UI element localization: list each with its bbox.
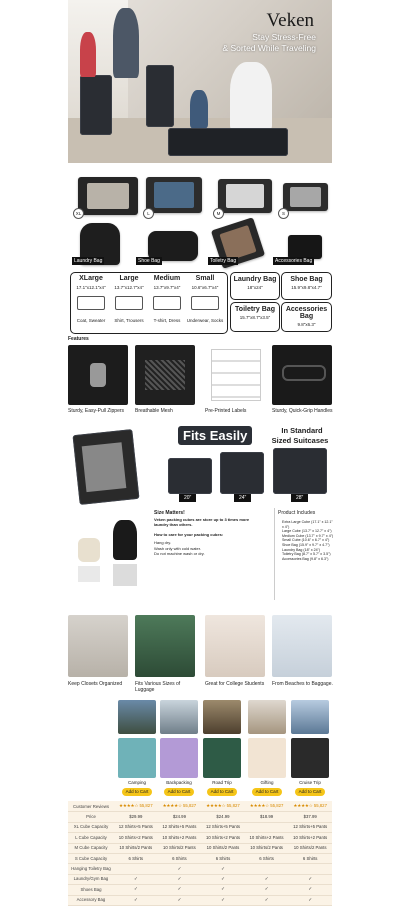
include-item: Medium Cube (13.7" x 9.7" x 4")	[282, 533, 334, 538]
table-cell: ✓	[308, 896, 312, 902]
size-badge-xl: XL	[73, 208, 84, 219]
adult-figure	[113, 8, 139, 78]
feature-caption: Breathable Mesh	[135, 408, 173, 414]
bag-dim: 18"x24"	[247, 285, 263, 290]
fits-title: Fits Easily	[178, 426, 252, 445]
table-cell: 6 Shirts	[128, 855, 144, 861]
size-name: Large	[119, 275, 139, 282]
suitcase-28	[273, 448, 327, 494]
size-use: Underwear, Socks	[186, 318, 224, 323]
suitcase-center	[146, 65, 174, 127]
table-cell: $24.99	[216, 814, 230, 820]
use-closet-photo	[68, 615, 128, 677]
row-label: M Cube Capacity	[74, 845, 108, 851]
label-laundry: Laundry Bag	[74, 258, 103, 264]
clothes-small	[78, 566, 100, 582]
table-cell: 10 Shirts+2 Pants	[205, 834, 240, 840]
table-cell: 10 Shirts+2 Pants	[293, 834, 328, 840]
size-col-xl	[72, 275, 110, 323]
include-item: Laundry Bag (18" x 24")	[282, 547, 321, 552]
table-cell: 10 Shirts/2 Pants	[119, 845, 153, 851]
column-name: Gifting	[260, 780, 274, 785]
table-cell: 6 Shirts	[172, 855, 187, 861]
feature-caption: Sturdy, Quick-Grip Handles	[272, 408, 333, 414]
backpacking-photo	[160, 700, 198, 734]
socks-icon	[191, 296, 219, 310]
compare-header	[68, 698, 332, 798]
add-to-cart-button[interactable]: Add to Cart	[122, 788, 152, 796]
size-name: Small	[195, 275, 215, 282]
table-cell: 12 Shirts+5 Pants	[162, 824, 197, 830]
table-cell: ✓	[221, 865, 225, 871]
table-cell: 6 Shirts	[302, 855, 318, 861]
divider	[274, 508, 275, 600]
boy-figure	[190, 90, 208, 128]
table-cell: ✓	[264, 886, 269, 892]
row-label: Laundry/Gym Bag	[73, 876, 109, 882]
feature-mesh-photo	[135, 345, 195, 405]
table-cell: 10 Shirts+2 Pants	[118, 834, 153, 840]
use-caption: Great for College Students	[205, 681, 265, 687]
include-item: Shoe Bag (15.9" x 9.7" x 4.7")	[282, 542, 330, 547]
feature-labels-photo	[205, 345, 265, 405]
table-cell: ✓	[177, 865, 182, 871]
use-college-photo	[205, 615, 265, 677]
bag-name: Shoe Bag	[290, 276, 323, 283]
column-name: Backpacking	[166, 780, 192, 785]
suitcase-left	[80, 75, 112, 135]
bag-dim: 9.8"x6.3"	[297, 322, 316, 327]
size-col-l	[110, 275, 148, 323]
table-cell: ✓	[264, 875, 269, 881]
add-to-cart-button[interactable]: Add to Cart	[252, 788, 282, 796]
table-cell: ★★★★☆ 55,827	[293, 803, 327, 809]
size-badge-m: M	[213, 208, 224, 219]
use-caption: Keep Closets Organized	[68, 681, 123, 687]
bag-name: Laundry Bag	[233, 276, 277, 283]
size-col-m	[148, 275, 186, 323]
laundry-size-box	[230, 272, 280, 300]
add-to-cart-button[interactable]: Add to Cart	[207, 788, 237, 796]
accessories-bag	[288, 235, 322, 259]
bag-dim: 15.9"x9.8"x4.7"	[291, 285, 322, 290]
table-cell: ✓	[133, 896, 138, 902]
features-heading: Features	[68, 336, 89, 342]
size-badge-l: L	[143, 208, 154, 219]
table-cell: ★★★★☆ 55,827	[206, 803, 240, 809]
table-cell: $18.99	[260, 814, 274, 820]
table-cell: 12 Shirts+5 Pants	[293, 824, 328, 830]
size-use: Coat, Sweater	[76, 318, 106, 323]
table-cell: 10 Shirts/2 Pants	[293, 845, 327, 851]
small-cube	[283, 183, 328, 211]
row-label: L Cube Capacity	[75, 834, 107, 840]
clothes-large	[113, 564, 137, 586]
column-name: Camping	[127, 780, 146, 785]
size-tag-20: 20"	[179, 494, 196, 502]
large-cube	[146, 177, 202, 213]
size-name: Medium	[153, 275, 181, 282]
dress-icon	[153, 296, 181, 310]
table-cell: 10 Shirts/2 Pants	[206, 845, 240, 851]
table-cell: 10 Shirts/2 Pants	[250, 845, 283, 851]
table-cell: 10 Shirts+2 Pants	[249, 834, 284, 840]
suitcase-open	[73, 429, 140, 505]
label-shoe: Shoe Bag	[138, 258, 160, 264]
backpacking-cubes	[160, 738, 198, 778]
bag-name: Accessories Bag	[285, 306, 328, 320]
toiletry-size-box	[230, 302, 280, 332]
size-dim: 10.6"x6.7"x4"	[191, 285, 219, 290]
care-heading: How to care for your packing cubes:	[154, 532, 224, 537]
fits-section	[68, 418, 332, 506]
table-row	[68, 895, 332, 906]
fits-sub-1: In Standard	[281, 426, 323, 435]
size-dim: 17.1"x12.1"x4"	[76, 285, 106, 290]
fits-sub-2: Sized Suitcases	[271, 436, 329, 445]
includes-heading: Product Includes	[278, 510, 316, 516]
size-col-s	[186, 275, 224, 323]
table-cell: ✓	[308, 875, 312, 881]
matters-heading: Size Matters!	[154, 510, 185, 516]
size-tag-24: 24"	[234, 494, 251, 502]
feature-caption: Pre-Printed Labels	[205, 408, 247, 414]
trousers-icon	[115, 296, 143, 310]
label-accessories: Accessories Bag	[275, 258, 313, 264]
care-item: Wash only with cold water.	[154, 545, 201, 551]
table-cell: 12 Shirts+5 Pants	[205, 824, 240, 830]
label-toiletry: Toiletry Bag	[210, 258, 237, 264]
child-figure	[80, 32, 96, 77]
feature-handles-photo	[272, 345, 332, 405]
roadtrip-photo	[203, 700, 241, 734]
includes-list	[282, 520, 334, 561]
care-item: Do not machine wash or dry.	[154, 551, 205, 556]
add-to-cart-button[interactable]: Add to Cart	[164, 788, 194, 796]
row-label: Accessory Bag	[76, 897, 106, 903]
column-name: Road Trip	[212, 780, 232, 785]
suitcase-20	[168, 458, 212, 494]
table-cell: 10 Shirts/2 Pants	[163, 845, 196, 851]
cruise-photo	[291, 700, 329, 734]
row-label: XL Cube Capacity	[73, 824, 109, 830]
table-cell: ✓	[221, 886, 225, 892]
shirt-icon	[77, 296, 105, 310]
table-cell: ✓	[177, 875, 182, 881]
size-use: T-shirt, Dress	[153, 318, 181, 323]
table-cell: ✓	[264, 896, 269, 902]
row-label: Customer Reviews	[72, 803, 110, 809]
size-name: XLarge	[79, 275, 103, 282]
include-item: Accessories Bag (9.8" x 6.3")	[282, 556, 329, 561]
table-cell: ✓	[221, 896, 225, 902]
brand-logo: Veken	[266, 10, 314, 31]
use-luggage-photo	[135, 615, 195, 677]
feature-caption: Sturdy, Easy-Pull Zippers	[68, 408, 125, 414]
use-beach-photo	[272, 615, 332, 677]
row-label: S Cube Capacity	[74, 855, 108, 861]
row-label: Price	[86, 814, 96, 820]
camping-photo	[118, 700, 156, 734]
add-to-cart-button[interactable]: Add to Cart	[295, 788, 325, 796]
table-cell: $24.99	[172, 814, 186, 820]
gifting-photo	[248, 700, 286, 734]
size-tag-28: 28"	[291, 494, 308, 502]
size-badge-s: S	[278, 208, 289, 219]
hero-tagline-1: Stay Stress-Free	[252, 32, 316, 42]
column-name: Cruise Trip	[299, 780, 321, 785]
camping-cubes	[118, 738, 156, 778]
table-cell: ✓	[177, 896, 182, 902]
xl-cube	[78, 177, 138, 215]
include-item: Large Cube (13.7" x 12.7" x 4")	[282, 529, 332, 534]
size-matters-section	[68, 508, 332, 608]
laundry-bag-black	[113, 520, 137, 560]
gifting-cubes	[248, 738, 286, 778]
hero-banner	[68, 0, 332, 163]
include-item: Toiletry Bag (8.7" x 5.7" x 3.5")	[282, 552, 331, 557]
product-set	[68, 165, 332, 335]
table-cell: ✓	[177, 886, 182, 892]
table-cell: ✓	[221, 875, 225, 881]
use-caption: Fits Various Sizes of Luggage	[135, 681, 181, 693]
size-dim: 13.7"x12.7"x4"	[114, 285, 144, 290]
table-cell: ★★★★☆ 55,827	[118, 803, 153, 809]
row-label: Hanging Toiletry Bag	[71, 866, 111, 872]
row-label: Shoes Bag	[80, 886, 102, 892]
table-cell: 6 Shirts	[215, 855, 231, 861]
shoe-size-box	[281, 272, 332, 300]
table-cell: ★★★★☆ 55,827	[249, 803, 284, 809]
accessories-size-box	[281, 302, 332, 332]
matters-line: Veken packing cubes are store up to 3 times more laundry than others.	[154, 517, 250, 527]
suitcase-24	[220, 452, 264, 494]
table-cell: ✓	[133, 886, 138, 892]
table-cell: ✓	[133, 875, 138, 881]
hero-tagline-2: & Sorted While Traveling	[222, 43, 316, 53]
cruise-cubes	[291, 738, 329, 778]
laundry-bag-beige	[78, 538, 100, 562]
cube-size-columns	[72, 275, 224, 323]
size-use: Shirt, Trousers	[114, 318, 144, 323]
woman-figure	[230, 62, 272, 132]
bag-name: Toiletry Bag	[235, 306, 275, 313]
care-list	[154, 540, 205, 557]
table-cell: 10 Shirts+2 Pants	[162, 834, 197, 840]
feature-zipper-photo	[68, 345, 128, 405]
roadtrip-cubes	[203, 738, 241, 778]
include-item: Extra Large Cube (17.1" x 12.1" x 4")	[282, 520, 333, 529]
table-cell: ✓	[308, 886, 312, 892]
table-cell: $29.99	[129, 814, 143, 820]
medium-cube	[218, 179, 272, 213]
care-item: Hang dry.	[154, 540, 172, 545]
table-cell: ★★★★☆ 55,827	[162, 803, 197, 809]
size-dim: 13.7"x9.7"x4"	[153, 285, 181, 290]
open-suitcase	[168, 128, 288, 156]
table-cell: 6 Shirts	[259, 855, 274, 861]
include-item: Small Cube (10.6" x 6.7" x 4")	[282, 538, 330, 543]
use-caption: From Beaches to Baggage.	[272, 681, 333, 687]
bag-dim: 15.7"x8.7"x3.5"	[239, 315, 271, 320]
table-cell: $37.99	[303, 814, 317, 820]
table-cell: 12 Shirts+5 Pants	[118, 824, 153, 830]
